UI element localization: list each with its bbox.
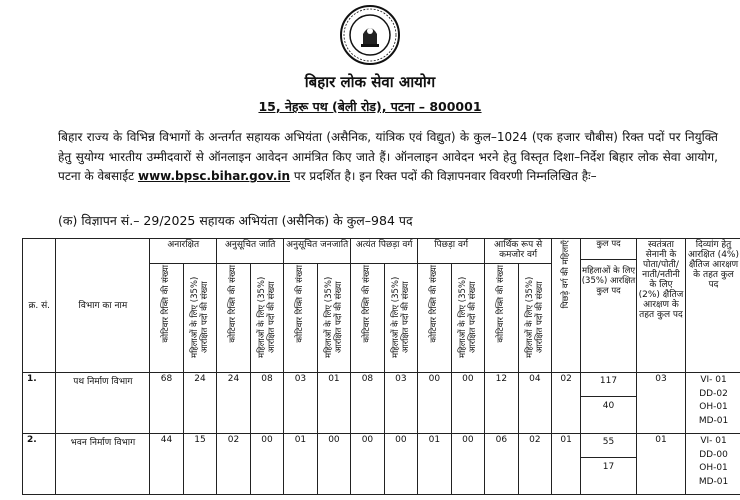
- cell-value: 12: [485, 373, 518, 434]
- sub-header-women: महिलाओं के लिए (35%) आरक्षित पदों की संख्या: [317, 264, 351, 373]
- sub-header-women: महिलाओं के लिए (35%) आरक्षित पदों की संख्या: [518, 264, 552, 373]
- cell-value: 01: [317, 373, 351, 434]
- sub-header-total: कोटिवार रिक्ति की संख्या: [485, 264, 518, 373]
- sub-header-women: महिलाओं के लिए (35%) आरक्षित पदों की संख्या: [183, 264, 216, 373]
- cell-value: 04: [518, 373, 552, 434]
- col-serial-header: क्र. सं.: [23, 239, 56, 373]
- divyang-cell: VI- 01 DD-02 OH-01 MD-01: [686, 373, 740, 434]
- bpsc-seal-logo: [339, 4, 401, 66]
- cell-value: 24: [183, 373, 216, 434]
- cell-value: 08: [250, 373, 283, 434]
- total-cell: 117 40: [581, 373, 637, 434]
- group-header: अनुसूचित जाति: [217, 239, 284, 264]
- cell-value: 00: [250, 434, 283, 495]
- cell-value: 02: [518, 434, 552, 495]
- org-address: 15, नेहरू पथ (बेली रोड), पटना – 800001: [258, 99, 482, 114]
- sub-header-women: महिलाओं के लिए (35%) आरक्षित पदों की संख्या: [250, 264, 283, 373]
- advertisement-subheading: (क) विज्ञापन सं.– 29/2025 सहायक अभियंता (असैनिक) के कुल–984 पद: [58, 213, 413, 228]
- group-header: आर्थिक रूप से कमजोर वर्ग: [485, 239, 552, 264]
- cell-value: 02: [552, 373, 581, 434]
- cell-value: 01: [284, 434, 317, 495]
- cell-value: 06: [485, 434, 518, 495]
- group-header: अनारक्षित: [150, 239, 217, 264]
- cell-value: 00: [418, 373, 451, 434]
- cell-value: 08: [351, 373, 384, 434]
- cell-value: 00: [451, 373, 484, 434]
- cell-value: 00: [351, 434, 384, 495]
- cell-value: 68: [150, 373, 183, 434]
- table-row: [23, 434, 740, 495]
- group-header: अनुसूचित जनजाति: [284, 239, 351, 264]
- table-row: [23, 373, 740, 434]
- website-link[interactable]: www.bpsc.bihar.gov.in: [137, 169, 291, 183]
- sub-header-women: महिलाओं के लिए (35%) आरक्षित पदों की संख्या: [451, 264, 484, 373]
- intro-paragraph: बिहार राज्य के विभिन्न विभागों के अन्तर्गत सहायक अभियंता (असैनिक, यांत्रिक एवं विद्युत) के कुल–1024 (एक हजार चौबीस) रिक्त पदों पर नियुक्ति हेतु सुयोग्य भारतीय उम्मीदवारों से ऑनलाइन आवेदन आमंत्रित किए जाते हैं। ऑनलाइन आवेदन भरने हेतु विस्तृत दिशा–निर्देश बिहार लोक सेवा आयोग, पटना के वेबसाईट www.bpsc.bihar.gov.in पर प्रदर्शित है। इन रिक्त पदों की विज्ञापनवार विवरणी निम्नलिखित हैः–: [58, 130, 718, 183]
- row-department: पथ निर्माण विभाग: [56, 373, 150, 434]
- sub-header-total: कोटिवार रिक्ति की संख्या: [418, 264, 451, 373]
- sub-header-total: कोटिवार रिक्ति की संख्या: [217, 264, 250, 373]
- cell-value: 03: [384, 373, 417, 434]
- org-name: बिहार लोक सेवा आयोग: [304, 73, 436, 91]
- cell-value: 01: [418, 434, 451, 495]
- sub-header-total: कोटिवार रिक्ति की संख्या: [284, 264, 317, 373]
- row-department: भवन निर्माण विभाग: [56, 434, 150, 495]
- total-cell: 55 17: [581, 434, 637, 495]
- divyang-cell: VI- 01 DD-00 OH-01 MD-01: [686, 434, 740, 495]
- vacancy-table: [22, 238, 740, 495]
- col-freedom-header: स्वतंत्रता सेनानी के पोता/पोती/नाती/नतीनी के लिए (2%) क्षैतिज आरक्षण के तहत कुल पद: [636, 239, 685, 373]
- group-header: पिछड़ा वर्ग: [418, 239, 485, 264]
- sub-header-total: कोटिवार रिक्ति की संख्या: [150, 264, 183, 373]
- cell-value: 24: [217, 373, 250, 434]
- row-serial: 1.: [23, 373, 56, 434]
- cell-value: 44: [150, 434, 183, 495]
- cell-value: 03: [284, 373, 317, 434]
- sub-header-total: कोटिवार रिक्ति की संख्या: [351, 264, 384, 373]
- freedom-cell: 01: [636, 434, 685, 495]
- col-bc-women-header: पिछड़े वर्ग की महिलाएँ: [552, 239, 581, 373]
- cell-value: 00: [384, 434, 417, 495]
- row-serial: 2.: [23, 434, 56, 495]
- cell-value: 01: [552, 434, 581, 495]
- cell-value: 02: [217, 434, 250, 495]
- cell-value: 00: [317, 434, 351, 495]
- freedom-cell: 03: [636, 373, 685, 434]
- group-header: अत्यंत पिछड़ा वर्ग: [351, 239, 418, 264]
- col-department-header: विभाग का नाम: [56, 239, 150, 373]
- col-total-header: कुल पद महिलाओं के लिए (35%) आरक्षित कुल पद: [581, 239, 637, 373]
- col-divyang-header: दिव्यांग हेतु आरक्षित (4%) क्षैतिज आरक्षण के तहत कुल पद: [686, 239, 740, 373]
- sub-header-women: महिलाओं के लिए (35%) आरक्षित पदों की संख्या: [384, 264, 417, 373]
- cell-value: 00: [451, 434, 484, 495]
- cell-value: 15: [183, 434, 216, 495]
